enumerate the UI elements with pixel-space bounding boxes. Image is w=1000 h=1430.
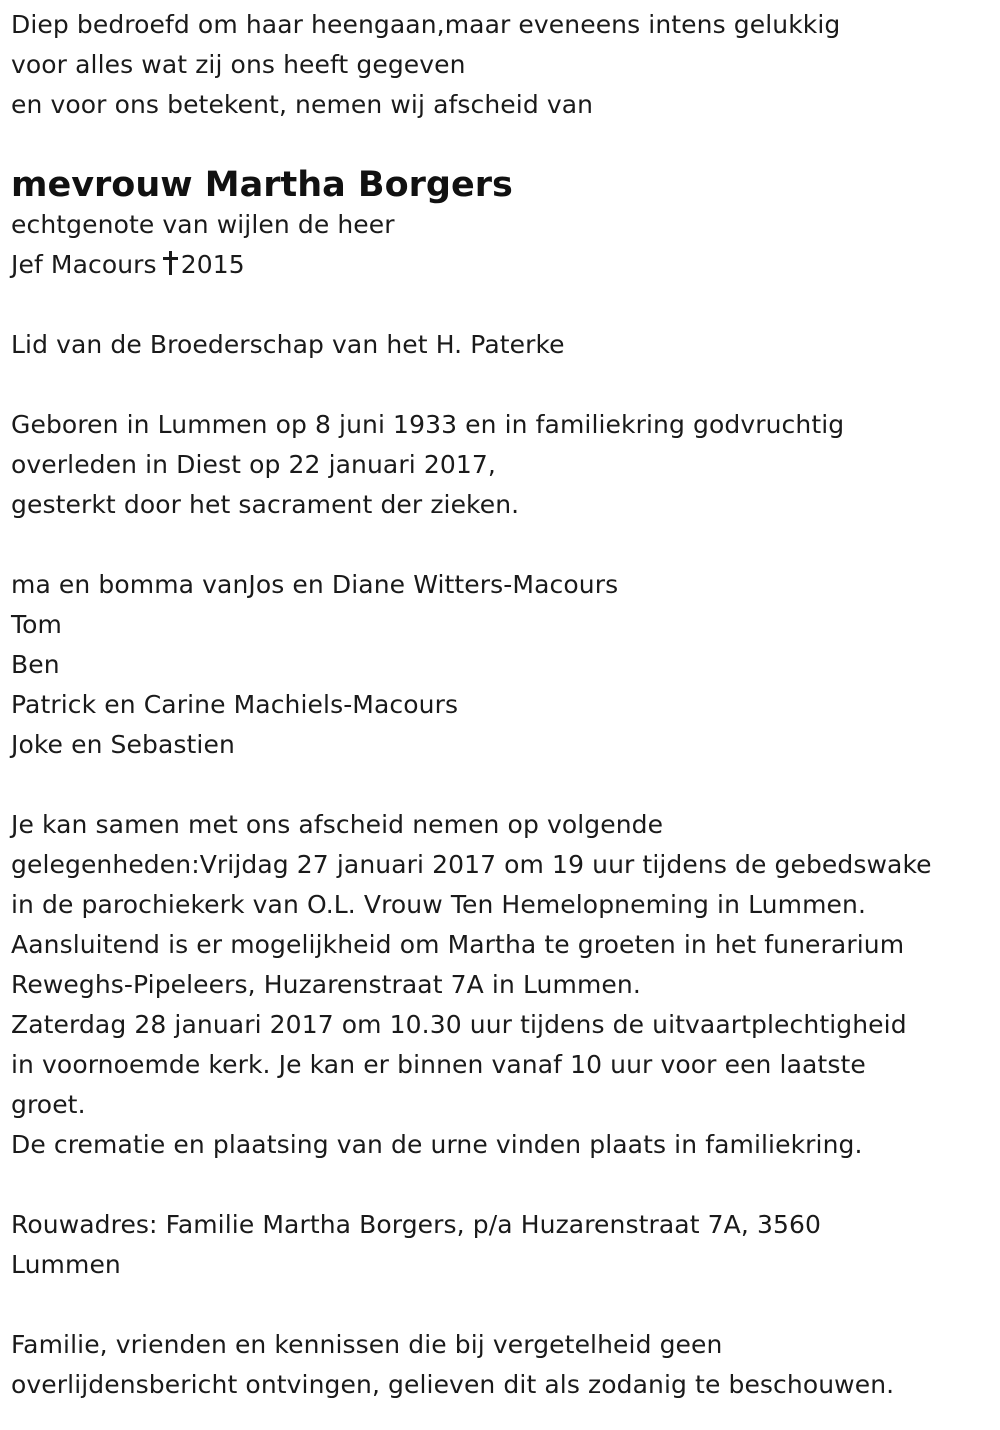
ceremony-line: gelegenheden:Vrijdag 27 januari 2017 om 19 uur tijdens de gebedswake	[11, 850, 932, 879]
spouse-line	[11, 245, 991, 285]
intro-line: Diep bedroefd om haar heengaan,maar eveneens intens gelukkig	[11, 10, 841, 39]
address-line: Rouwadres: Familie Martha Borgers, p/a Huzarenstraat 7A, 3560	[11, 1210, 821, 1239]
closing-text	[11, 1325, 991, 1405]
address-text	[11, 1205, 991, 1285]
ceremony-line: Reweghs-Pipeleers, Huzarenstraat 7A in Lummen.	[11, 970, 641, 999]
deceased-name: mevrouw Martha Borgers	[11, 165, 513, 205]
ceremony-line: in voornoemde kerk. Je kan er binnen vanaf 10 uur voor een laatste	[11, 1050, 866, 1079]
family-line: Tom	[11, 610, 62, 639]
ceremony-text	[11, 805, 991, 1165]
ceremony-line: De crematie en plaatsing van de urne vinden plaats in familiekring.	[11, 1130, 863, 1159]
spouse-name: Jef Macours	[11, 250, 157, 279]
ceremony-line: Aansluitend is er mogelijkheid om Martha te groeten in het funerarium	[11, 930, 905, 959]
ceremony-line: Je kan samen met ons afscheid nemen op volgende	[11, 810, 664, 839]
spouse-death-year: 2015	[180, 250, 245, 279]
birth-death-line: overleden in Diest op 22 januari 2017,	[11, 450, 496, 479]
intro-line: en voor ons betekent, nemen wij afscheid van	[11, 90, 594, 119]
intro-line: voor alles wat zij ons heeft gegeven	[11, 50, 466, 79]
closing-line: overlijdensbericht ontvingen, gelieven dit als zodanig te beschouwen.	[11, 1370, 895, 1399]
address-line: Lummen	[11, 1250, 121, 1279]
birth-death-text	[11, 405, 991, 525]
ceremony-line: in de parochiekerk van O.L. Vrouw Ten Hemelopneming in Lummen.	[11, 890, 866, 919]
family-line: ma en bomma vanJos en Diane Witters-Macours	[11, 570, 619, 599]
family-line: Patrick en Carine Machiels-Macours	[11, 690, 459, 719]
ceremony-line: Zaterdag 28 januari 2017 om 10.30 uur tijdens de uitvaartplechtigheid	[11, 1010, 907, 1039]
death-notice	[11, 5, 991, 1405]
birth-death-line: Geboren in Lummen op 8 juni 1933 en in familiekring godvruchtig	[11, 410, 845, 439]
family-list	[11, 565, 991, 765]
closing-line: Familie, vrienden en kennissen die bij vergetelheid geen	[11, 1330, 723, 1359]
relation-text: echtgenote van wijlen de heer	[11, 210, 395, 239]
intro-text	[11, 5, 991, 125]
ceremony-line: groet.	[11, 1090, 86, 1119]
cross-icon	[163, 251, 177, 275]
family-line: Joke en Sebastien	[11, 730, 235, 759]
birth-death-line: gesterkt door het sacrament der zieken.	[11, 490, 520, 519]
family-line: Ben	[11, 650, 60, 679]
membership-text: Lid van de Broederschap van het H. Paterke	[11, 330, 565, 359]
